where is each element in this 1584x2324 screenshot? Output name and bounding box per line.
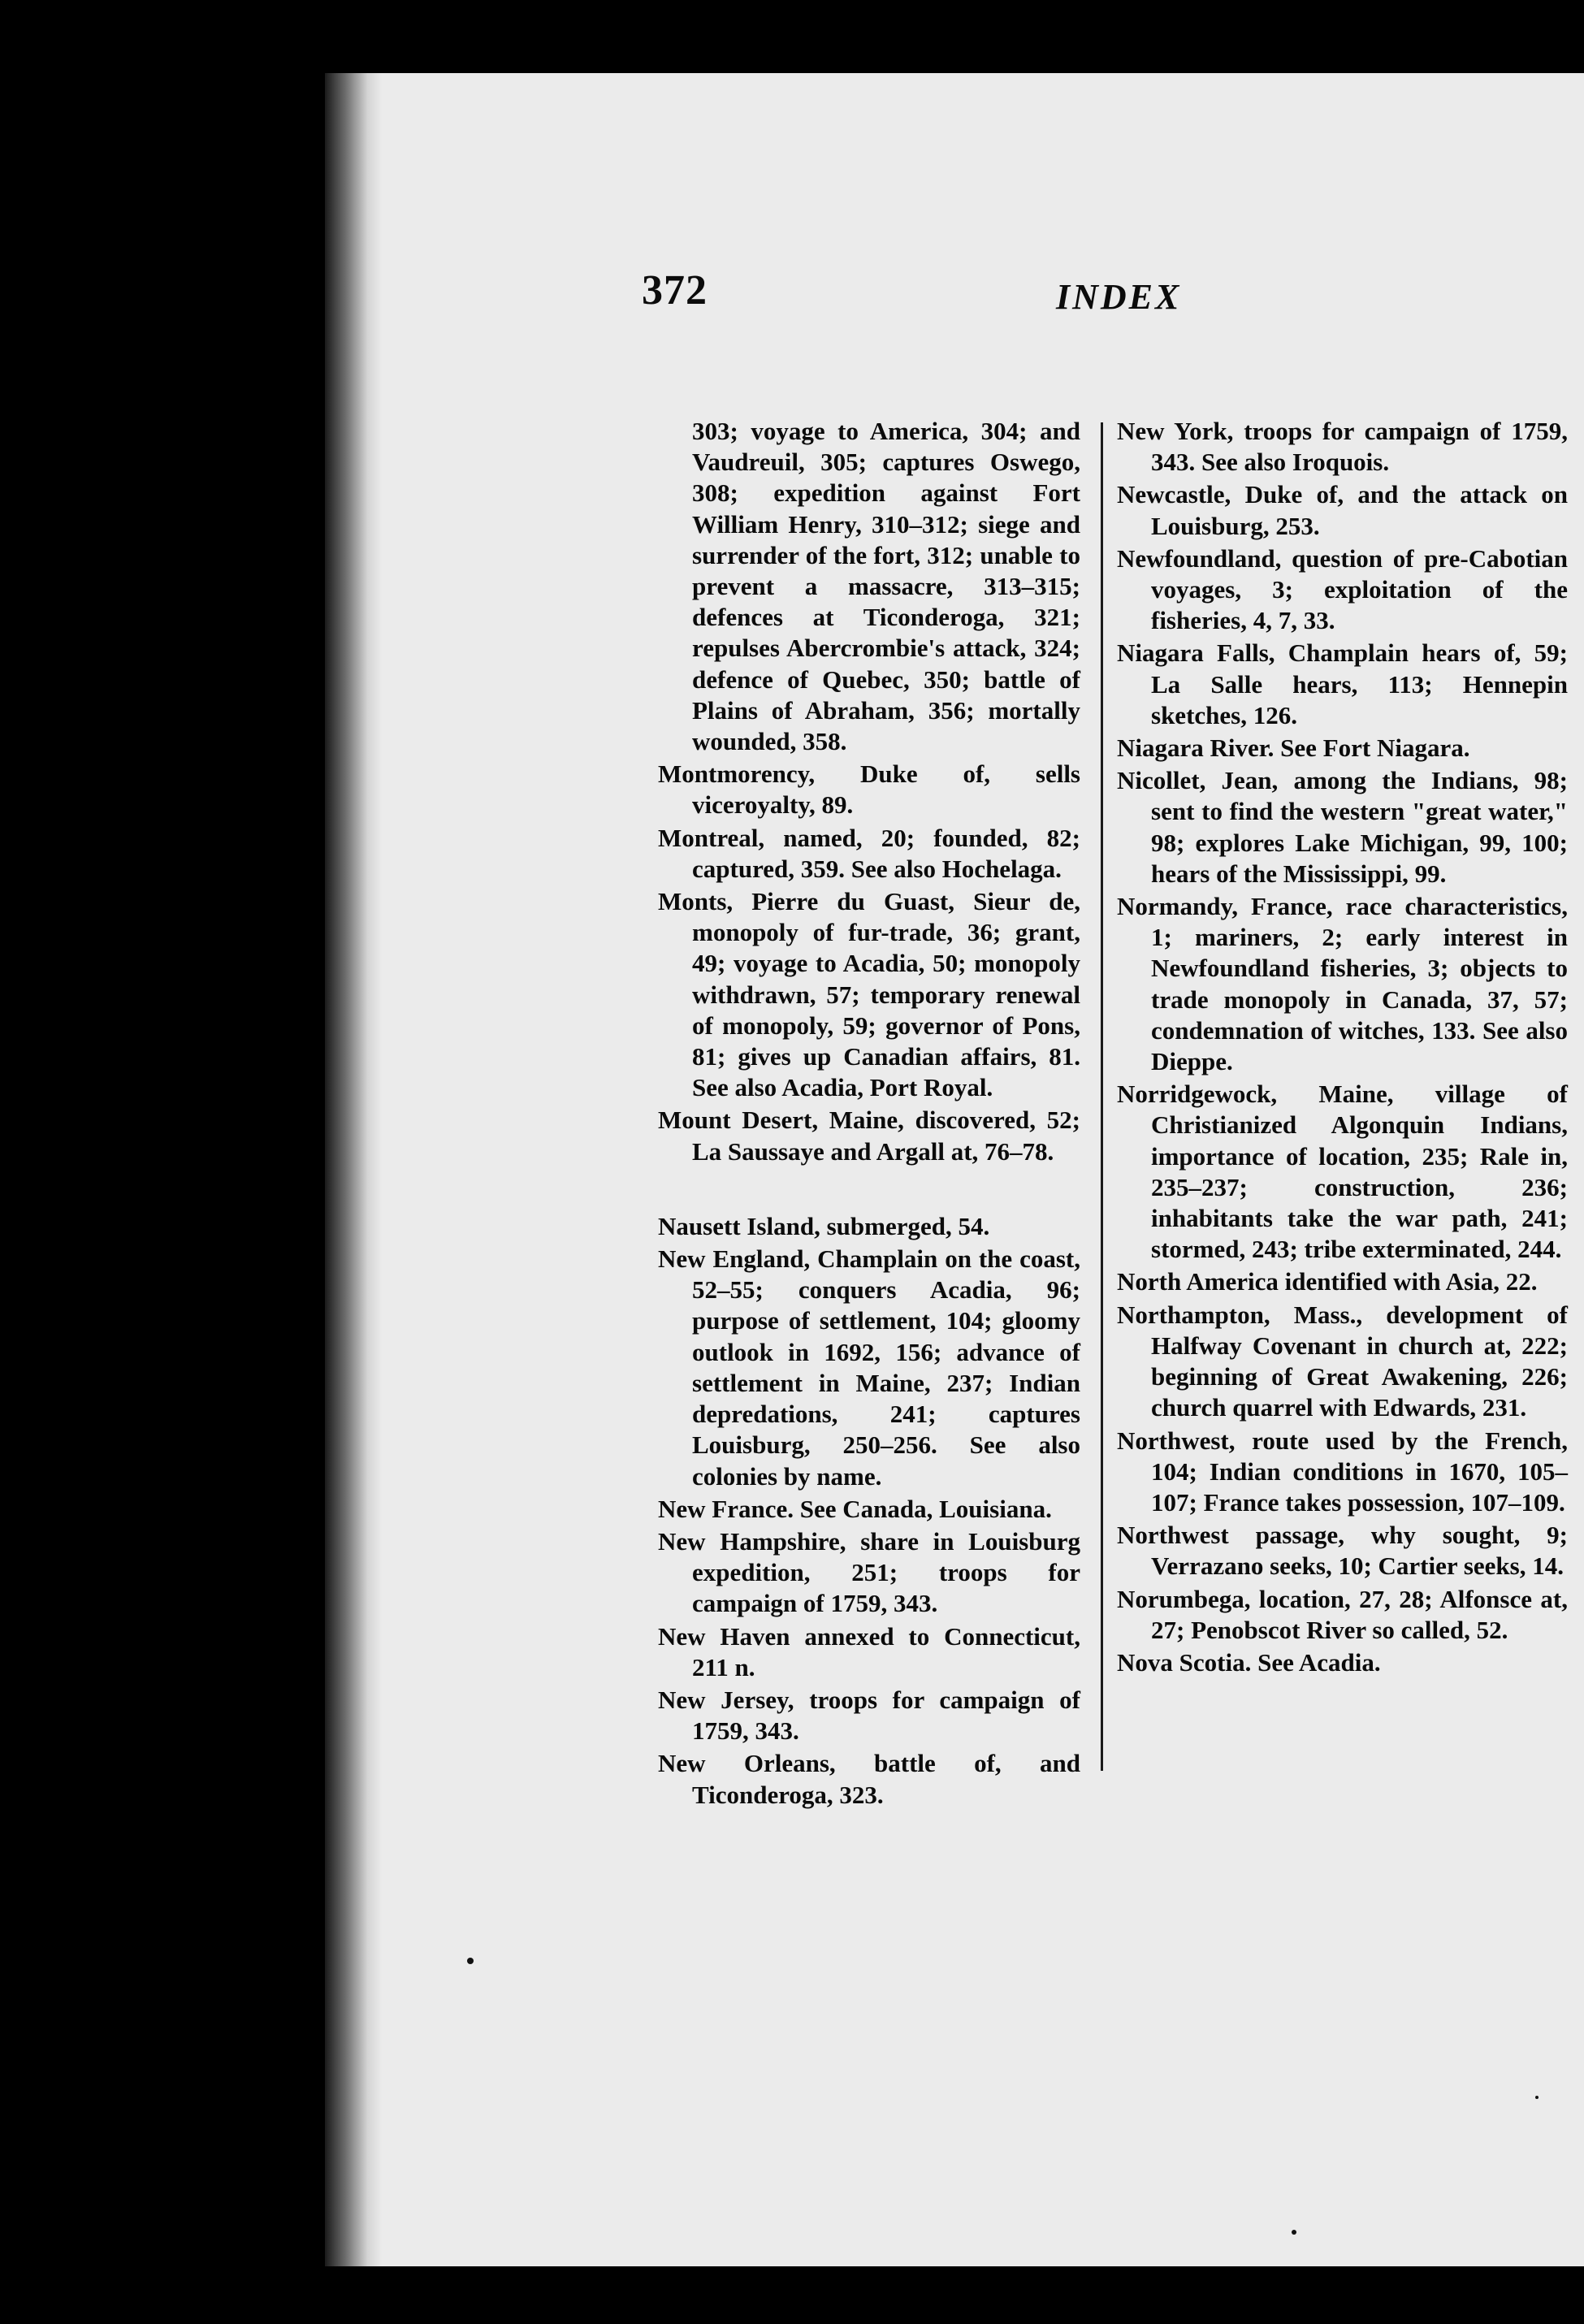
index-entry: Norumbega, location, 27, 28; Alfonsce at, 27; Penobscot River so called, 52. xyxy=(1117,1584,1568,1644)
index-entry: North America identified with Asia, 22. xyxy=(1117,1267,1538,1296)
index-entry: Nausett Island, submerged, 54. xyxy=(658,1211,990,1240)
index-entry: Norridgewock, Maine, village of Christianized Algonquin Indians, importance of location, 235; Rale in, 235–237; construction, 236; inhabitants take the war path, 241; stormed, 243; tribe exterminated, 244. xyxy=(1117,1080,1568,1264)
index-entry: Newcastle, Duke of, and the attack on Louisburg, 253. xyxy=(1117,480,1568,540)
index-entry: Normandy, France, race characteristics, 1; mariners, 2; early interest in Newfoundland fisheries, 3; objects to trade monopoly in Canada, 37, 57; condemnation of witches, 133. See also Dieppe. xyxy=(1117,892,1568,1076)
index-entry: New Jersey, troops for campaign of 1759, 343. xyxy=(658,1685,1080,1746)
index-entry: Monts, Pierre du Guast, Sieur de, monopoly of fur-trade, 36; grant, 49; voyage to Acadia, 50; monopoly withdrawn, 57; temporary renewal of monopoly, 59; governor of Pons, 81; gives up Canadian affairs, 81. See also Acadia, Port Royal. xyxy=(658,887,1080,1102)
index-entry-continued: 303; voyage to America, 304; and Vaudreuil, 305; captures Oswego, 308; expedition against Fort William Henry, 310–312; siege and surrender of the fort, 312; unable to prevent a massacre, 313–315; defences at Ticonderoga, 321; repulses Abercrombie's attack, 324; defence of Quebec, 350; battle of Plains of Abraham, 356; mortally wounded, 358. xyxy=(692,417,1080,756)
index-entry: Niagara Falls, Champlain hears of, 59; La Salle hears, 113; Hennepin sketches, 126. xyxy=(1117,638,1568,729)
index-entry: New France. See Canada, Louisiana. xyxy=(658,1494,1052,1523)
scan-speck xyxy=(1292,2230,1296,2235)
index-entry: New Haven annexed to Connecticut, 211 n. xyxy=(658,1621,1080,1681)
column-rule xyxy=(1101,422,1103,1771)
index-entry: Nicollet, Jean, among the Indians, 98; sent to find the western "great water," 98; explores Lake Michigan, 99, 100; hears of the Mississippi, 99. xyxy=(1117,766,1568,888)
index-column-left xyxy=(658,416,1080,1812)
index-entry: New England, Champlain on the coast, 52–55; conquers Acadia, 96; purpose of settlement, 104; gloomy outlook in 1692, 156; advance of settlement in Maine, 237; Indian depredations, 241; captures Louisburg, 250–256. See also colonies by name. xyxy=(658,1244,1080,1491)
index-entry: Montreal, named, 20; founded, 82; captured, 359. See also Hochelaga. xyxy=(658,823,1080,883)
book-page xyxy=(325,73,1584,2266)
index-entry: Northwest passage, why sought, 9; Verrazano seeks, 10; Cartier seeks, 14. xyxy=(1117,1521,1568,1581)
index-entry: Nova Scotia. See Acadia. xyxy=(1117,1647,1381,1677)
index-entry: Niagara River. See Fort Niagara. xyxy=(1117,734,1470,763)
index-entry: Northampton, Mass., development of Halfway Covenant in church at, 222; beginning of Great Awakening, 226; church quarrel with Edwards, 231. xyxy=(1117,1300,1568,1422)
page-number: 372 xyxy=(642,267,708,314)
index-entry: New Orleans, battle of, and Ticonderoga, 323. xyxy=(658,1749,1080,1809)
scan-speck xyxy=(1535,2096,1539,2099)
index-entry: Northwest, route used by the French, 104; Indian conditions in 1670, 105–107; France takes possession, 107–109. xyxy=(1117,1426,1568,1517)
index-entry: Montmorency, Duke of, sells viceroyalty, 89. xyxy=(658,760,1080,820)
index-entry: Mount Desert, Maine, discovered, 52; La Saussaye and Argall at, 76–78. xyxy=(658,1106,1080,1166)
index-entry: New York, troops for campaign of 1759, 343. See also Iroquois. xyxy=(1117,417,1568,477)
running-head: INDEX xyxy=(1056,277,1182,317)
index-column-right xyxy=(1117,416,1568,1680)
index-entry: New Hampshire, share in Louisburg expedition, 251; troops for campaign of 1759, 343. xyxy=(658,1526,1080,1618)
index-entry: Newfoundland, question of pre-Cabotian voyages, 3; exploitation of the fisheries, 4, 7, 33. xyxy=(1117,543,1568,635)
binding-gutter xyxy=(325,73,382,2266)
scan-speck xyxy=(467,1958,474,1964)
